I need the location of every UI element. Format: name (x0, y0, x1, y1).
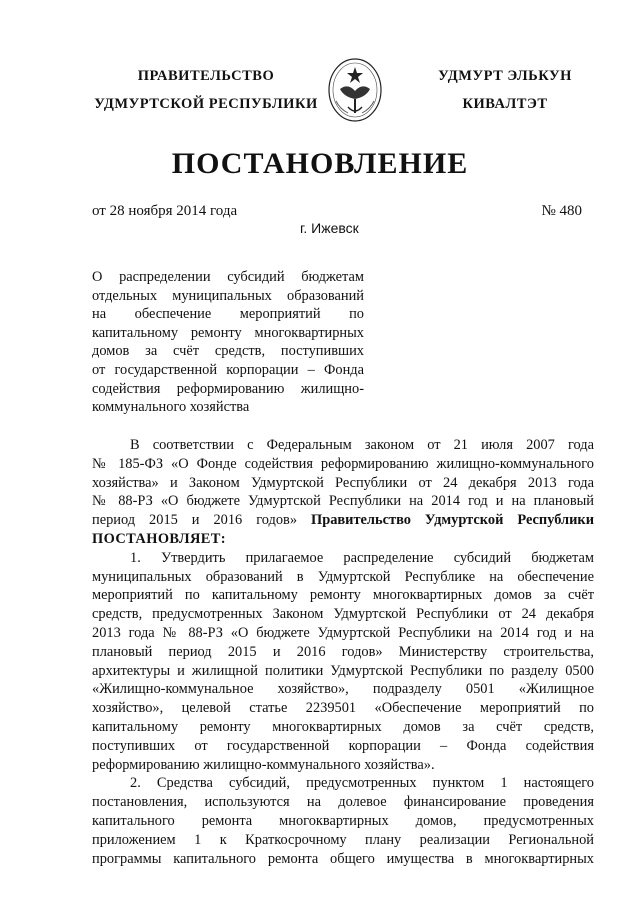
header-left-line1: ПРАВИТЕЛЬСТВО (137, 68, 275, 84)
subject-line: коммунального хозяйства (92, 399, 250, 416)
body-line: постановления, используются на долевое финансирование проведения (92, 794, 594, 811)
subject-line: от государственной корпорации – Фонда (92, 361, 364, 378)
government-name-udmurt (410, 62, 600, 118)
header-right-line1: УДМУРТ ЭЛЬКУН (438, 68, 572, 84)
body-line: капитального ремонта многоквартирных домов, предусмотренных (92, 812, 594, 829)
document-subject (92, 268, 364, 417)
document-city: г. Ижевск (300, 220, 359, 236)
subject-line: на обеспечение мероприятий по (92, 306, 364, 323)
body-line: 1. Утвердить прилагаемое распределение субсидий бюджетам (130, 549, 594, 566)
government-name-russian (84, 62, 328, 118)
body-line: реформированию жилищно-коммунального хозяйства». (92, 756, 435, 773)
udmurtia-coat-of-arms-icon (326, 55, 384, 125)
body-line: муниципальных образований в Удмуртской Республике на обеспечение (92, 568, 594, 585)
subject-line: капитальному ремонту многоквартирных (92, 324, 364, 341)
government-bold-text: Правительство Удмуртской Республики (311, 512, 594, 529)
document-body (92, 436, 594, 868)
header-left-line2: УДМУРТСКОЙ РЕСПУБЛИКИ (94, 96, 318, 112)
subject-line: отдельных муниципальных образований (92, 287, 364, 304)
body-line: хозяйство», целевой статье 2239501 «Обеспечение мероприятий по (92, 700, 594, 717)
decree-word: ПОСТАНОВЛЯЕТ: (92, 530, 226, 547)
body-line: № 185-ФЗ «О Фонде содействия реформированию жилищно-коммунального (92, 455, 594, 472)
body-line: поступивших от государственной корпорации – Фонда содействия (92, 737, 594, 754)
body-line: средств, предусмотренных Законом Удмуртской Республики от 24 декабря (92, 606, 594, 623)
subject-line: О распределении субсидий бюджетам (92, 269, 364, 285)
body-text: период 2015 и 2016 годов» (92, 512, 298, 529)
body-line: приложением 1 к Краткосрочному плану реализации Региональной (92, 831, 594, 848)
body-line: мероприятий по капитальному ремонту многоквартирных домов за счёт (92, 587, 594, 604)
document-number: № 480 (541, 203, 582, 219)
body-line: плановый период 2015 и 2016 годов» Министерству строительства, (92, 643, 594, 660)
body-line: № 88-РЗ «О бюджете Удмуртской Республики на 2014 год и на плановый (92, 493, 594, 510)
body-line: программы капитального ремонта общего имущества в многоквартирных (92, 850, 594, 867)
body-line: «Жилищно-коммунальное хозяйство», подразделу 0501 «Жилищное (92, 681, 594, 698)
subject-line: домов за счёт средств, поступивших (92, 343, 364, 360)
body-line: В соответствии с Федеральным законом от 21 июля 2007 года (130, 437, 594, 453)
document-date: от 28 ноября 2014 года (92, 203, 238, 219)
header-right-line2: КИВАЛТЭТ (462, 96, 548, 112)
document-title: ПОСТАНОВЛЕНИЕ (171, 147, 469, 180)
body-line: 2013 года № 88-РЗ «О бюджете Удмуртской Республики на 2014 год и на (92, 624, 594, 641)
subject-line: содействия реформированию жилищно- (92, 380, 364, 397)
body-line: 2. Средства субсидий, предусмотренных пунктом 1 настоящего (130, 775, 594, 792)
body-line: архитектуры и жилищной политики Удмуртской Республики по разделу 0500 (92, 662, 594, 679)
body-line (92, 511, 594, 530)
body-line: капитальному ремонту многоквартирных домов за счёт средств, (92, 718, 594, 735)
body-line: хозяйства» и Законом Удмуртской Республики от 24 декабря 2013 года (92, 474, 594, 491)
